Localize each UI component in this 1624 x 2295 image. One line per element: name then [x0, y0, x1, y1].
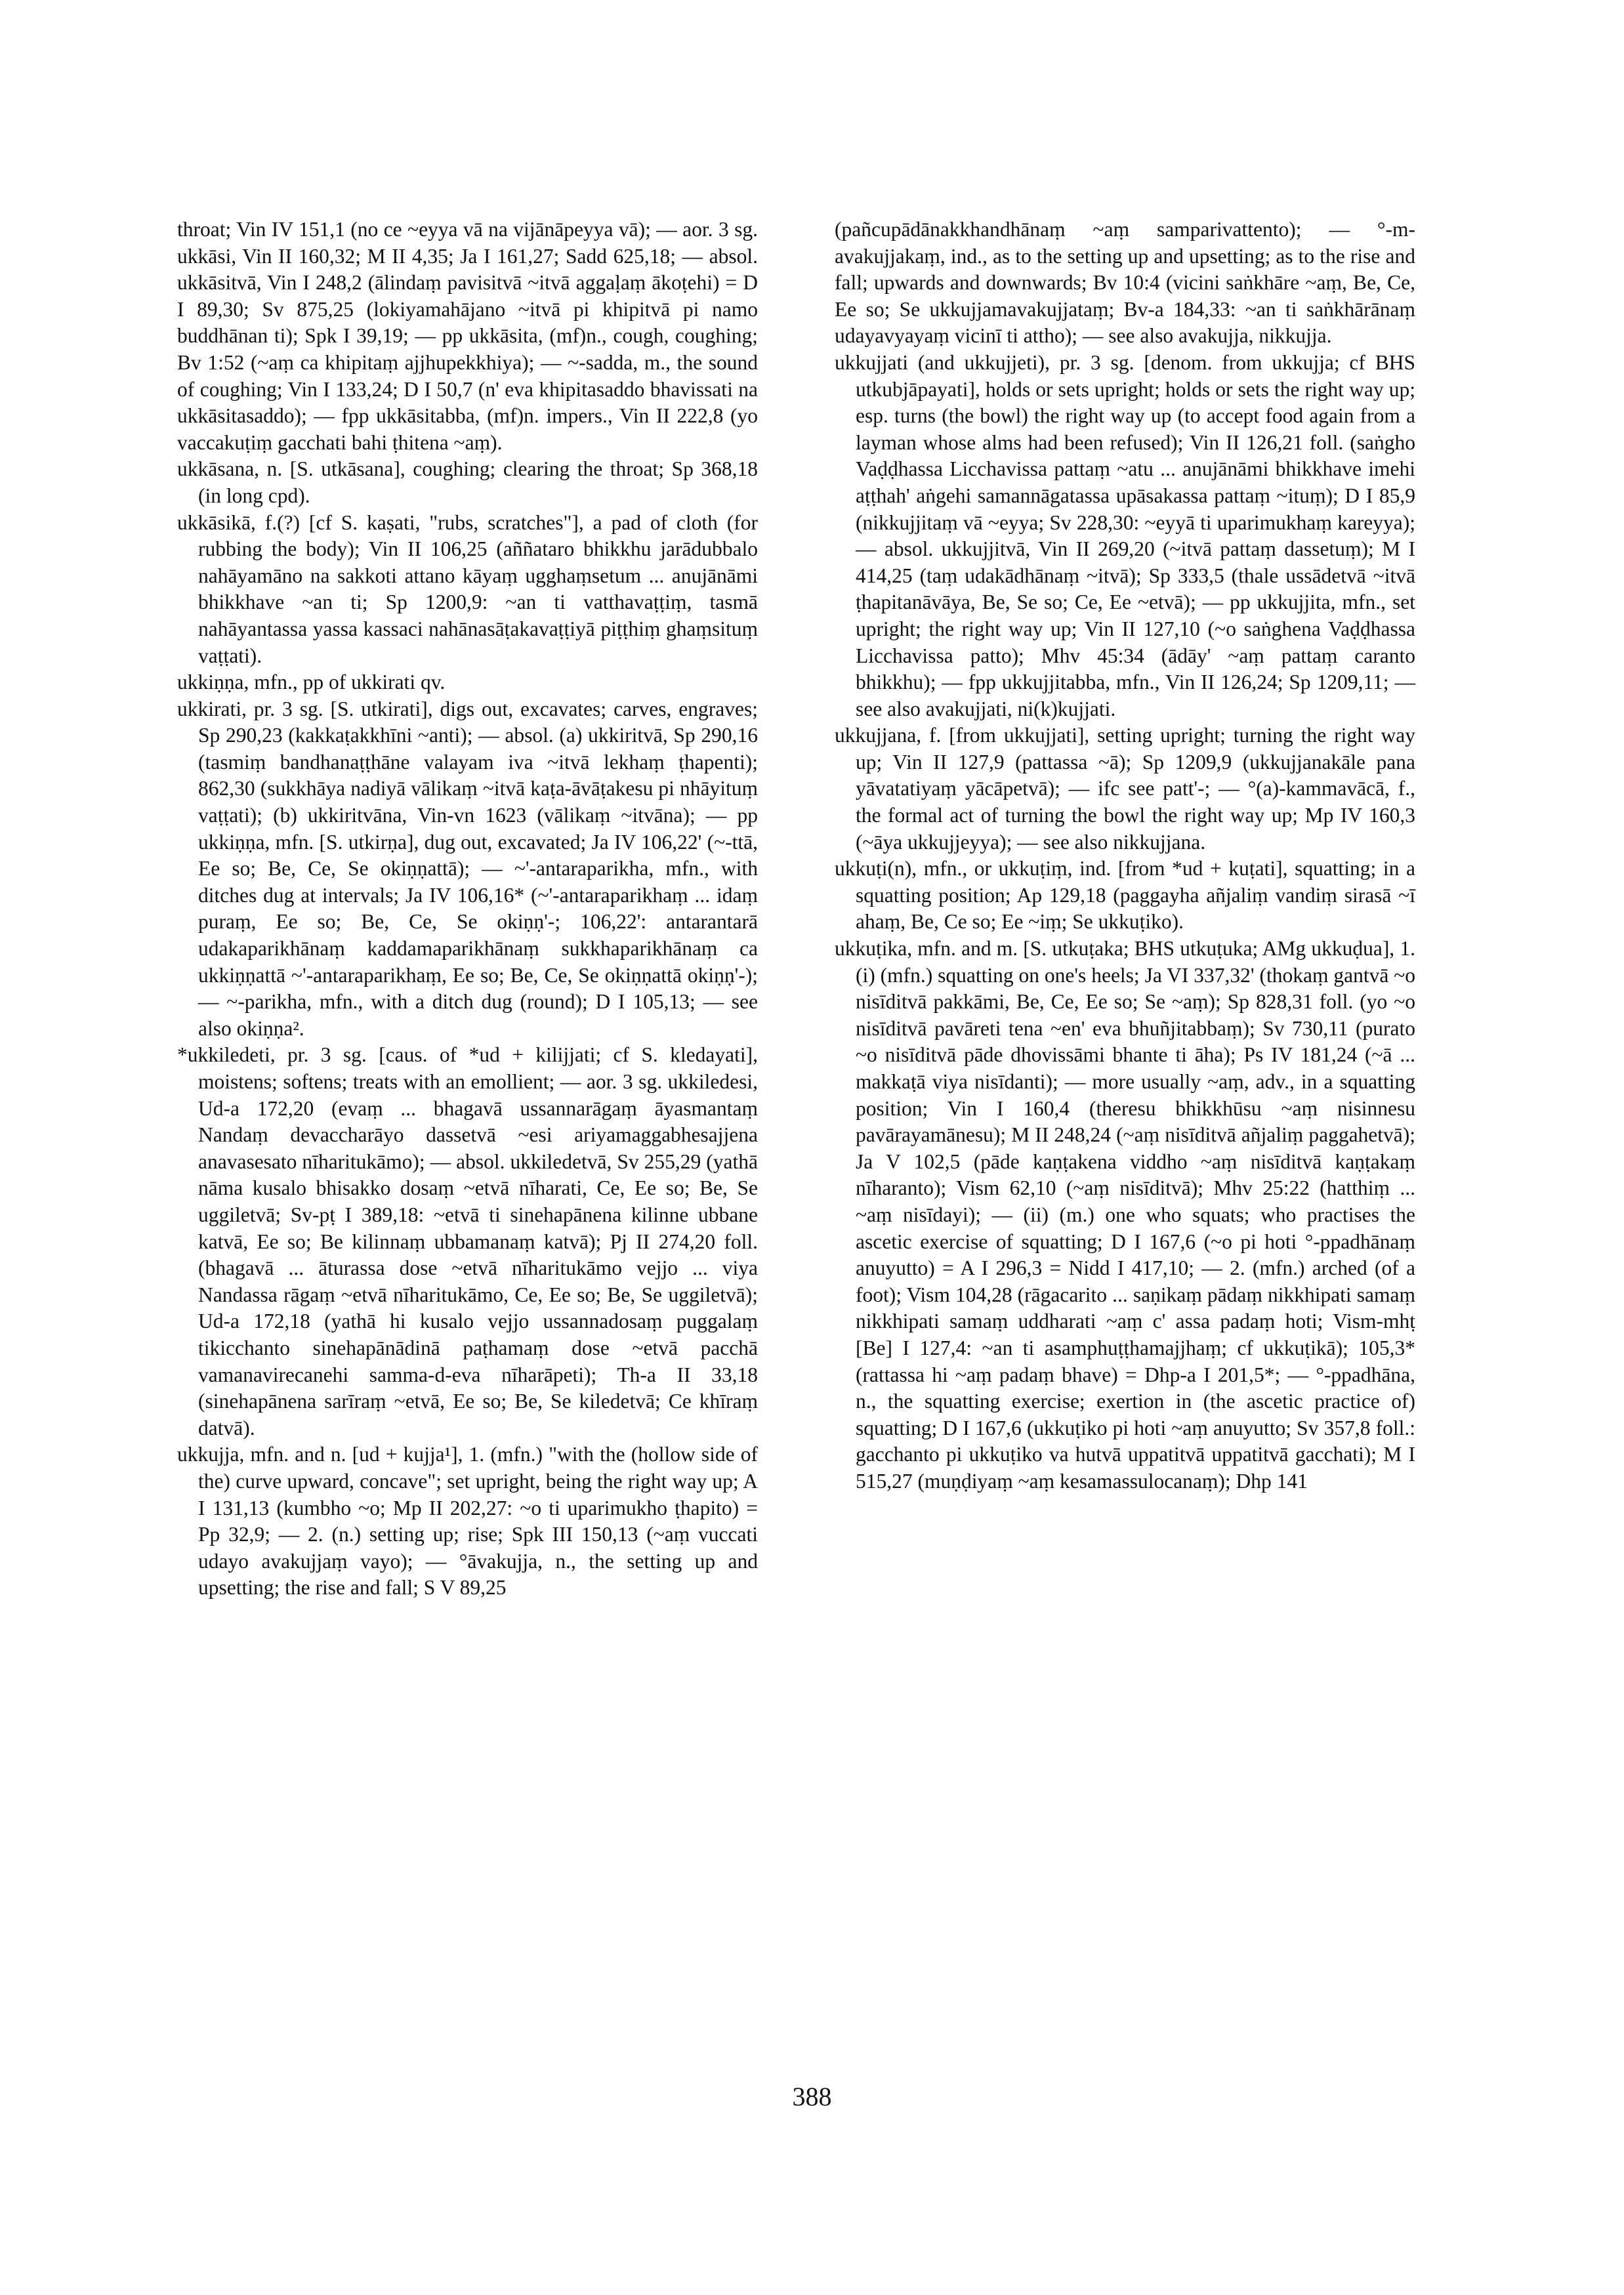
page-number: 388 — [792, 2082, 832, 2111]
dictionary-entry: *ukkiledeti, pr. 3 sg. [caus. of *ud + kilijjati; cf S. kledayati], moistens; softens; treats with an emollient; — aor. 3 sg. ukkiledesi, Ud-a 172,20 (evaṃ ... bhagavā ussannarāgaṃ āyasmantaṃ Nandaṃ devaccharāyo dassetvā ~esi ariyamaggabhesajjena anavasesato nīharitukāmo); — absol. ukkiledetvā, Sv 255,29 (yathā nāma kusalo bhisakko dosaṃ ~etvā nīharati, Ce, Ee so; Be, Se uggiletvā; Sv-pṭ I 389,18: ~etvā ti sinehapānena kilinne ubbane katvā, Ee so; Be kilinnaṃ ubbamanaṃ katvā); Pj II 274,20 foll. (bhagavā ... āturassa dose ~etvā nīharitukāmo vejjo ... viya Nandassa rāgaṃ ~etvā nīharitukāmo, Ce, Ee so; Be, Se uggiletvā); Ud-a 172,18 (yathā hi kusalo vejjo ussannadosaṃ puggalaṃ tikicchanto sinehapānādinā paṭhamaṃ dose ~etvā pacchā vamanavirecanehi samma-d-eva nīharāpeti); Th-a II 33,18 (sinehapānena sarīraṃ ~etvā, Ee so; Be, Se kiledetvā; Ce khīraṃ datvā). — [177, 1043, 758, 1439]
dictionary-entry: ukkāsana, n. [S. utkāsana], coughing; clearing the throat; Sp 368,18 (in long cpd). — [177, 457, 758, 507]
dictionary-entry: ukkirati, pr. 3 sg. [S. utkirati], digs out, excavates; carves, engraves; Sp 290,23 (kakkaṭakkhīni ~anti); — absol. (a) ukkiritvā, Sp 290,16 (tasmiṃ bandhanaṭṭhāne valayam iva ~itvā lekhaṃ ṭhapenti); 862,30 (sukkhāya nadiyā vālikaṃ ~itvā kaṭa-āvāṭakesu pi nhāyituṃ vaṭṭati); (b) ukkiritvāna, Vin-vn 1623 (vālikaṃ ~itvāna); — pp ukkiṇṇa, mfn. [S. utkirṇa], dug out, excavated; Ja IV 106,22' (~-ttā, Ee so; Be, Ce, Se okiṇṇattā); — ~'-antaraparikha, mfn., with ditches dug at intervals; Ja IV 106,16* (~'-antaraparikhaṃ ... idaṃ puraṃ, Ee so; Be, Ce, Se okiṇṇ'-; 106,22': antarantarā udakaparikhānaṃ kaddamaparikhānaṃ sukkhaparikhānaṃ ca ukkiṇṇattā ~'-antaraparikhaṃ, Ee so; Be, Ce, Se okiṇṇattā okiṇṇ'-); — ~-parikha, mfn., with a ditch dug (round); D I 105,13; — see also okiṇṇa². — [177, 697, 758, 1040]
dictionary-entry: ukkujjati (and ukkujjeti), pr. 3 sg. [denom. from ukkujja; cf BHS utkubjāpayati], holds or sets upright; holds or sets the right way up; esp. turns (the bowl) the right way up (to accept food again from a layman whose alms had been refused); Vin II 126,21 foll. (saṅgho Vaḍḍhassa Licchavissa pattaṃ ~atu ... anujānāmi bhikkhave imehi aṭṭhah' aṅgehi samannāgatassa upāsakassa pattaṃ ~ituṃ); D I 85,9 (nikkujjitaṃ vā ~eyya; Sv 228,30: ~eyyā ti uparimukhaṃ kareyya); — absol. ukkujjitvā, Vin II 269,20 (~itvā pattaṃ dassetuṃ); M I 414,25 (taṃ udakādhānaṃ ~itvā); Sp 333,5 (thale ussādetvā ~itvā ṭhapitanāvāya, Be, Se so; Ce, Ee ~etvā); — pp ukkujjita, mfn., set upright; the right way up; Vin II 127,10 (~o saṅghena Vaḍḍhassa Licchavissa patto); Mhv 45:34 (ādāy' ~aṃ pattaṃ caranto bhikkhu); — fpp ukkujjitabba, mfn., Vin II 126,24; Sp 1209,11; — see also avakujjati, ni(k)kujjati. — [835, 350, 1415, 720]
dictionary-entry: ukkuṭi(n), mfn., or ukkuṭiṃ, ind. [from *ud + kuṭati], squatting; in a squatting position; Ap 129,18 (paggayha añjaliṃ vandiṃ sirasā ~ī ahaṃ, Be, Ce so; Ee ~iṃ; Se ukkuṭiko). — [835, 857, 1415, 934]
dictionary-entry: ukkujjana, f. [from ukkujjati], setting upright; turning the right way up; Vin II 127,9 (pattassa ~ā); Sp 1209,9 (ukkujjanakāle pana yāvatatiyaṃ yācāpetvā); — ifc see patt'-; — °(a)-kammavācā, f., the formal act of turning the bowl the right way up; Mp IV 160,3 (~āya ukkujjeyya); — see also nikkujjana. — [835, 724, 1415, 854]
dictionary-entry: ukkujja, mfn. and n. [ud + kujja¹], 1. (mfn.) "with the (hollow side of the) curve upward, concave"; set upright, being the right way up; A I 131,13 (kumbho ~o; Mp II 202,27: ~o ti uparimukho ṭhapito) = Pp 32,9; — 2. (n.) setting up; rise; Spk III 150,13 (~aṃ vuccati udayo avakujjaṃ vayo); — °āvakujja, n., the setting up and upsetting; the rise and fall; S V 89,25 — [177, 1443, 758, 1600]
right-column — [835, 217, 1415, 1495]
dictionary-entry: ukkāsikā, f.(?) [cf S. kaṣati, "rubs, scratches"], a pad of cloth (for rubbing the body); Vin II 106,25 (aññataro bhikkhu jarādubbalo nahāyamāno na sakkoti attano kāyaṃ ugghaṃsetum ... anujānāmi bhikkhave ~an ti; Sp 1200,9: ~an ti vatthavaṭṭiṃ, tasmā nahāyantassa yassa kassaci nahānasāṭakavaṭṭiyā piṭṭhiṃ ghaṃsituṃ vaṭṭati). — [177, 510, 758, 667]
left-column — [177, 217, 758, 1602]
dictionary-entry: (pañcupādānakkhandhānaṃ ~aṃ samparivattento); — °-m-avakujjakaṃ, ind., as to the setting up and upsetting; as to the rise and fall; upwards and downwards; Bv 10:4 (vicini saṅkhāre ~aṃ, Be, Ce, Ee so; Se ukkujjamavakujjataṃ; Bv-a 184,33: ~an ti saṅkhārānaṃ udayavyayaṃ vicinī ti attho); — see also avakujja, nikkujja. — [835, 218, 1415, 348]
dictionary-entry: ukkiṇṇa, mfn., pp of ukkirati qv. — [177, 671, 446, 694]
dictionary-entry: ukkuṭika, mfn. and m. [S. utkuṭaka; BHS utkuṭuka; AMg ukkuḍua], 1. (i) (mfn.) squatting on one's heels; Ja VI 337,32' (thokaṃ gantvā ~o nisīditvā pakkāmi, Be, Ce, Ee so; Se ~aṃ); Sp 828,31 foll. (yo ~o nisīditvā pavāreti tena ~en' eva bhuñjitabbaṃ); Sv 730,11 (purato ~o nisīditvā pāde dhovissāmi bhante ti āha); Ps IV 181,24 (~ā ... makkaṭā viya nisīdanti); — more usually ~aṃ, adv., in a squatting position; Vin I 160,4 (theresu bhikkhūsu ~aṃ nisinnesu pavārayamānesu); M II 248,24 (~aṃ nisīditvā añjaliṃ paggahetvā); Ja V 102,5 (pāde kaṇṭakena viddho ~aṃ nisīditvā kaṇṭakaṃ nīharanto); Vism 62,10 (~aṃ nisīditvā); Mhv 25:22 (hatthiṃ ... ~aṃ nisīdayi); — (ii) (m.) one who squats; who practises the ascetic exercise of squatting; D I 167,6 (~o pi hoti °-ppadhānaṃ anuyutto) = A I 296,3 = Nidd I 417,10; — 2. (mfn.) arched (of a foot); Vism 104,28 (rāgacarito ... saṇikaṃ pādaṃ nikkhipati samaṃ nikkhipati samaṃ uddharati ~aṃ c' assa padaṃ hoti; Vism-mhṭ [Be] I 127,4: ~an ti asamphuṭṭhamajjhaṃ; cf ukkuṭikā); 105,3* (rattassa hi ~aṃ padaṃ bhave) = Dhp-a I 201,5*; — °-ppadhāna, n., the squatting exercise; exertion in (the ascetic practice of) squatting; D I 167,6 (ukkuṭiko pi hoti ~aṃ anuyutto; Sv 357,8 foll.: gacchanto pi ukkuṭiko va hutvā uppatitvā uppatitvā gacchati); M I 515,27 (muṇḍiyaṃ ~aṃ kesamassulocanaṃ); Dhp 141 — [835, 937, 1415, 1493]
dictionary-entry: throat; Vin IV 151,1 (no ce ~eyya vā na vijānāpeyya vā); — aor. 3 sg. ukkāsi, Vin II 160,32; M II 4,35; Ja I 161,27; Sadd 625,18; — absol. ukkāsitvā, Vin I 248,2 (ālindaṃ pavisitvā ~itvā aggaḷaṃ ākoṭehi) = D I 89,30; Sv 875,25 (lokiyamahājano ~itvā pi khipitvā pi namo buddhānan ti); Spk I 39,19; — pp ukkāsita, (mf)n., cough, coughing; Bv 1:52 (~aṃ ca khipitaṃ ajjhupekkhiya); — ~-sadda, m., the sound of coughing; Vin I 133,24; D I 50,7 (n' eva khipitasaddo bhavissati na ukkāsitasaddo); — fpp ukkāsitabba, (mf)n. impers., Vin II 222,8 (yo vaccakuṭiṃ gacchati bahi ṭhitena ~aṃ). — [177, 218, 758, 454]
